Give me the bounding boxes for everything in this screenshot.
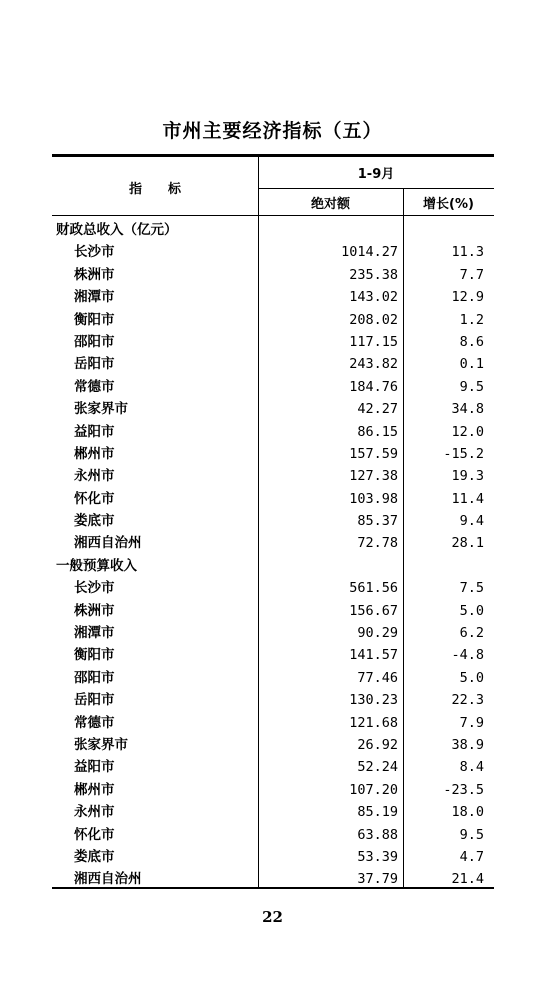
table-row [52, 734, 494, 756]
table-row [52, 309, 494, 331]
city-name: 郴州市 [74, 781, 115, 798]
growth-rate: 12.9 [451, 289, 484, 306]
city-name: 株洲市 [74, 266, 115, 283]
city-name: 永州市 [74, 804, 115, 821]
table-row [52, 264, 494, 286]
economic-indicators-table [52, 154, 494, 890]
absolute-value: 561.56 [349, 580, 398, 597]
absolute-value: 107.20 [349, 781, 398, 798]
page-title: 市州主要经济指标（五） [162, 120, 383, 142]
table-row [52, 689, 494, 711]
city-name: 湘西自治州 [74, 871, 142, 888]
city-name: 湘潭市 [74, 625, 115, 642]
section-header-row [52, 219, 494, 241]
absolute-value: 208.02 [349, 311, 398, 328]
table-row [52, 600, 494, 622]
absolute-value: 184.76 [349, 378, 398, 395]
city-name: 长沙市 [74, 244, 115, 261]
period-underline [258, 188, 494, 189]
abs-header: 绝对额 [310, 197, 350, 212]
growth-rate: 18.0 [451, 804, 484, 821]
absolute-value: 72.78 [357, 535, 398, 552]
table-row [52, 443, 494, 465]
growth-rate: 9.5 [459, 826, 484, 843]
growth-rate: -23.5 [443, 781, 484, 798]
absolute-value: 141.57 [349, 647, 398, 664]
city-name: 张家界市 [74, 736, 128, 753]
growth-rate: 19.3 [451, 468, 484, 485]
absolute-value: 42.27 [357, 401, 398, 418]
table-row [52, 577, 494, 599]
absolute-value: 243.82 [349, 356, 398, 373]
growth-rate: 28.1 [451, 535, 484, 552]
growth-rate: 5.0 [459, 602, 484, 619]
absolute-value: 90.29 [357, 625, 398, 642]
growth-rate: 7.7 [459, 266, 484, 283]
section-header-row [52, 555, 494, 577]
absolute-value: 143.02 [349, 289, 398, 306]
growth-rate: 6.2 [459, 625, 484, 642]
growth-rate: 4.7 [459, 848, 484, 865]
table-row [52, 824, 494, 846]
growth-rate: 8.6 [459, 333, 484, 350]
growth-rate: 21.4 [451, 871, 484, 888]
growth-rate: 12.0 [451, 423, 484, 440]
growth-header: 增长(%) [423, 197, 474, 212]
city-name: 衡阳市 [74, 311, 115, 328]
growth-rate: 11.3 [451, 244, 484, 261]
table-row [52, 846, 494, 868]
absolute-value: 53.39 [357, 848, 398, 865]
absolute-value: 86.15 [357, 423, 398, 440]
growth-rate: 7.5 [459, 580, 484, 597]
table-row [52, 488, 494, 510]
table-row [52, 465, 494, 487]
growth-rate: 9.4 [459, 513, 484, 530]
city-name: 郴州市 [74, 445, 115, 462]
period-header: 1-9月 [357, 167, 395, 182]
indicator-header: 指 标 [128, 182, 181, 197]
growth-rate: 34.8 [451, 401, 484, 418]
growth-rate: 7.9 [459, 714, 484, 731]
absolute-value: 77.46 [357, 669, 398, 686]
absolute-value: 130.23 [349, 692, 398, 709]
city-name: 怀化市 [74, 490, 115, 507]
absolute-value: 85.37 [357, 513, 398, 530]
table-row [52, 398, 494, 420]
city-name: 常德市 [74, 378, 115, 395]
city-name: 永州市 [74, 468, 115, 485]
growth-rate: 11.4 [451, 490, 484, 507]
absolute-value: 37.79 [357, 871, 398, 888]
city-name: 益阳市 [74, 423, 115, 440]
absolute-value: 156.67 [349, 602, 398, 619]
city-name: 岳阳市 [74, 692, 115, 709]
table-row [52, 510, 494, 532]
growth-rate: 0.1 [459, 356, 484, 373]
table-row [52, 667, 494, 689]
absolute-value: 235.38 [349, 266, 398, 283]
growth-rate: 1.2 [459, 311, 484, 328]
city-name: 邵阳市 [74, 333, 115, 350]
city-name: 株洲市 [74, 602, 115, 619]
table-row [52, 712, 494, 734]
absolute-value: 26.92 [357, 736, 398, 753]
table-top-rule [52, 154, 494, 157]
growth-rate: 8.4 [459, 759, 484, 776]
city-name: 衡阳市 [74, 647, 115, 664]
growth-rate: 38.9 [451, 736, 484, 753]
city-name: 岳阳市 [74, 356, 115, 373]
table-row [52, 779, 494, 801]
absolute-value: 52.24 [357, 759, 398, 776]
table-row [52, 622, 494, 644]
growth-rate: 5.0 [459, 669, 484, 686]
absolute-value: 157.59 [349, 445, 398, 462]
table-row [52, 868, 494, 890]
table-row [52, 286, 494, 308]
growth-rate: -15.2 [443, 445, 484, 462]
city-name: 娄底市 [74, 513, 115, 530]
header-bottom-rule [52, 215, 494, 216]
section-label: 一般预算收入 [56, 557, 137, 574]
table-row [52, 241, 494, 263]
city-name: 湘西自治州 [74, 535, 142, 552]
city-name: 娄底市 [74, 848, 115, 865]
section-label: 财政总收入（亿元） [56, 222, 178, 238]
page-number: 22 [262, 908, 283, 926]
city-name: 邵阳市 [74, 669, 115, 686]
table-row [52, 421, 494, 443]
table-row [52, 644, 494, 666]
growth-rate: 9.5 [459, 378, 484, 395]
table-row [52, 801, 494, 823]
growth-rate: 22.3 [451, 692, 484, 709]
table-row [52, 376, 494, 398]
absolute-value: 85.19 [357, 804, 398, 821]
table-row [52, 756, 494, 778]
table-body [52, 219, 494, 891]
absolute-value: 103.98 [349, 490, 398, 507]
city-name: 怀化市 [74, 826, 115, 843]
absolute-value: 117.15 [349, 333, 398, 350]
city-name: 湘潭市 [74, 289, 115, 306]
table-row [52, 353, 494, 375]
absolute-value: 121.68 [349, 714, 398, 731]
city-name: 张家界市 [74, 401, 128, 418]
table-row [52, 331, 494, 353]
growth-rate: -4.8 [451, 647, 484, 664]
city-name: 常德市 [74, 714, 115, 731]
absolute-value: 63.88 [357, 826, 398, 843]
table-row [52, 532, 494, 554]
absolute-value: 1014.27 [341, 244, 398, 261]
city-name: 长沙市 [74, 580, 115, 597]
city-name: 益阳市 [74, 759, 115, 776]
absolute-value: 127.38 [349, 468, 398, 485]
